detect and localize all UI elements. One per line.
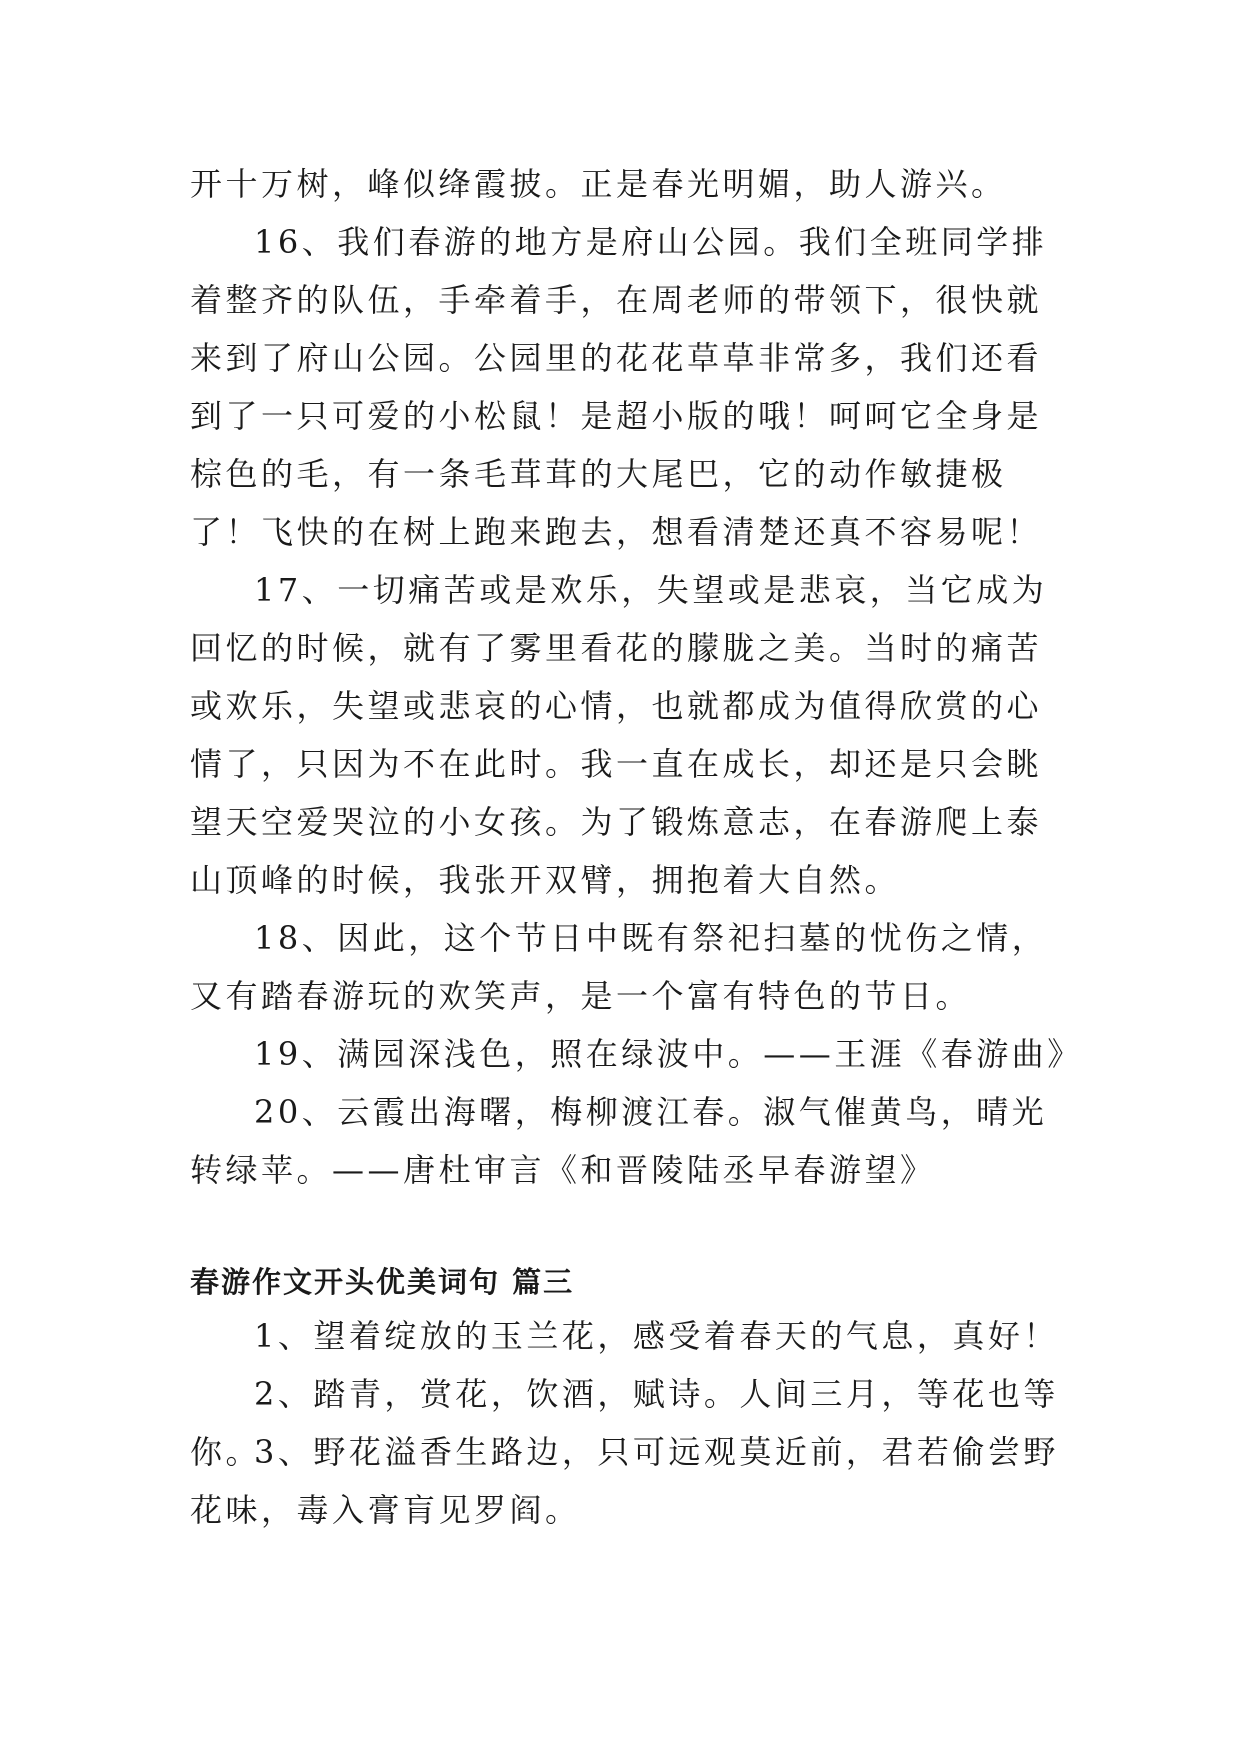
paragraph-item-18: 18、因此，这个节日中既有祭祀扫墓的忧伤之情，又有踏春游玩的欢笑声，是一个富有特色的节日。 [190,919,1048,1015]
section-heading: 春游作文开头优美词句 篇三 [190,1265,575,1299]
section-item-3: 3、野花溢香生路边，只可远观莫近前，君若偷尝野花味，毒入膏肓见罗阎。 [190,1433,1059,1529]
paragraph-item-19: 19、满园深浅色，照在绿波中。——王涯《春游曲》 [254,1035,1083,1073]
paragraph-item-20: 20、云霞出海曙，梅柳渡江春。淑气催黄鸟，晴光转绿苹。——唐杜审言《和晋陵陆丞早春游望》 [190,1093,1048,1189]
section-item-1: 1、望着绽放的玉兰花，感受着春天的气息，真好！ [254,1317,1059,1355]
paragraph-item-16: 16、我们春游的地方是府山公园。我们全班同学排着整齐的队伍，手牵着手，在周老师的带领下，很快就来到了府山公园。公园里的花花草草非常多，我们还看到了一只可爱的小松鼠！是超小版的哦！呵呵它全身是棕色的毛，有一条毛茸茸的大尾巴，它的动作敏捷极了！飞快的在树上跑来跑去，想看清楚还真不容易呢！ [190,223,1048,551]
section-item-2: 2、踏青，赏花，饮酒，赋诗。人间三月，等花也等你。 [190,1375,1059,1471]
paragraph-continuation: 开十万树，峰似绛霞披。正是春光明媚，助人游兴。 [190,165,1007,203]
paragraph-item-17: 17、一切痛苦或是欢乐，失望或是悲哀，当它成为回忆的时候，就有了雾里看花的朦胧之美。当时的痛苦或欢乐，失望或悲哀的心情，也就都成为值得欣赏的心情了，只因为不在此时。我一直在成长，却还是只会眺望天空爱哭泣的小女孩。为了锻炼意志，在春游爬上泰山顶峰的时候，我张开双臂，拥抱着大自然。 [190,571,1048,899]
